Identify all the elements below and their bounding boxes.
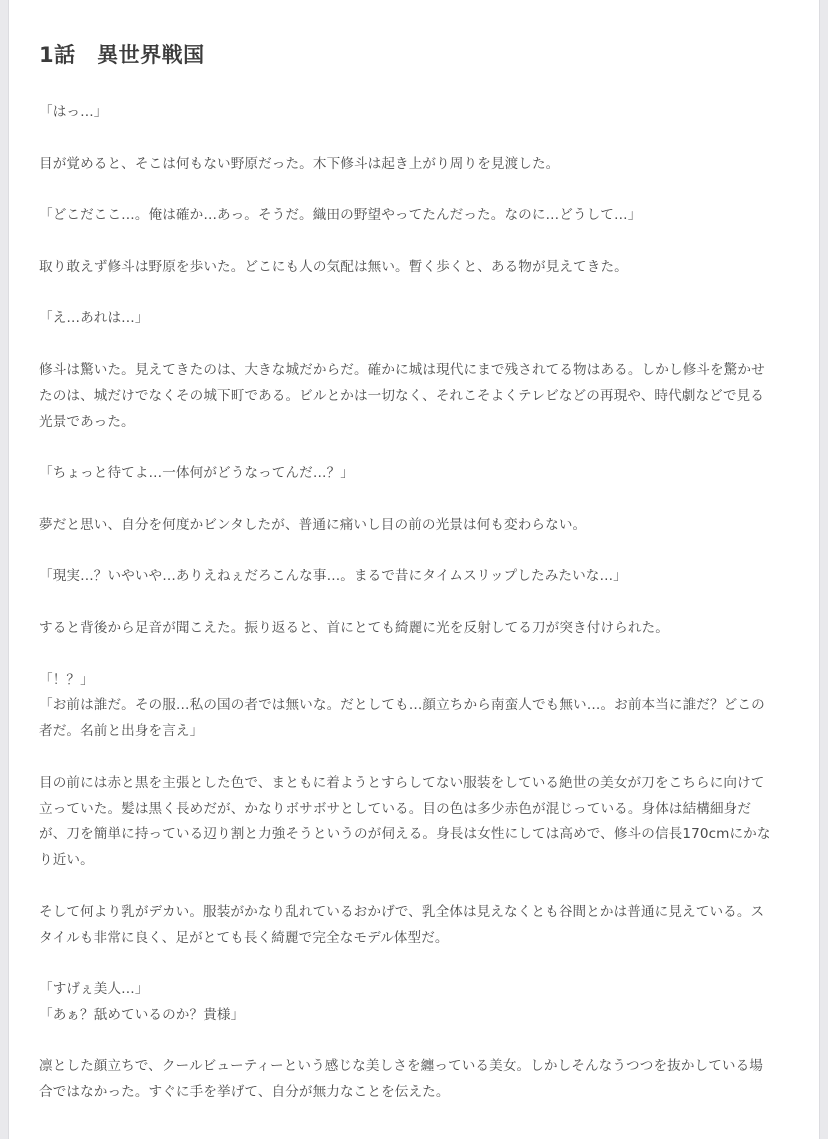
paragraph: 「え…あれは…」 <box>39 310 149 327</box>
paragraph: 「ちょっと待てよ…一体何がどうなってんだ…？」 <box>39 465 354 482</box>
paragraph: 「！？」 <box>39 671 94 688</box>
paragraph: そして何より乳がデカい。服装がかなり乱れているおかげで、乳全体は見えなくとも谷間とかは普通に見えている。スタイルも非常に良く、足がとても長く綺麗で完全なモデル体型だ。 <box>39 903 765 946</box>
chapter-title: 1話 異世界戦国 <box>39 43 205 67</box>
paragraph: 凛とした顔立ちで、クールビューティーという感じな美しさを纏っている美女。しかしそんなうつつを抜かしている場合ではなかった。すぐに手を挙げて、自分が無力なことを伝えた。 <box>39 1058 763 1101</box>
document-page <box>8 0 820 1139</box>
paragraph: 目が覚めると、そこは何もない野原だった。木下修斗は起き上がり周りを見渡した。 <box>39 155 560 172</box>
paragraph: 「現実…？いやいや…ありえねぇだろこんな事…。まるで昔にタイムスリップしたみたいな…」 <box>39 568 627 585</box>
paragraph: 目の前には赤と黒を主張とした色で、まともに着ようとすらしてない服装をしている絶世の美女が刀をこちらに向けて立っていた。髪は黒く長めだが、かなりボサボサとしている。目の色は多少赤色が混じっている。身体は結構細身だが、刀を簡単に持っている辺り割と力強そうというのが伺える。身長は女性にしては高めで、修斗の信長170cmにかなり近い。 <box>39 774 771 869</box>
paragraph: 「はっ…」 <box>39 104 108 120</box>
paragraph: 修斗は驚いた。見えてきたのは、大きな城だからだ。確かに城は現代にまで残されてる物はある。しかし修斗を驚かせたのは、城だけでなくその城下町である。ビルとかは一切なく、それこそよくテレビなどの再現や、時代劇などで見る光景であった。 <box>39 361 765 430</box>
paragraph: すると背後から足音が聞こえた。振り返ると、首にとても綺麗に光を反射してる刀が突き付けられた。 <box>39 619 669 636</box>
paragraph: 「すげぇ美人…」 <box>39 981 149 998</box>
paragraph: 取り敢えず修斗は野原を歩いた。どこにも人の気配は無い。暫く歩くと、ある物が見えてきた。 <box>39 258 628 275</box>
paragraph: 「どこだここ…。俺は確か…あっ。そうだ。織田の野望やってたんだった。なのに…どうして…」 <box>39 207 642 224</box>
paragraph: 「あぁ？舐めているのか？貴様」 <box>39 1006 245 1023</box>
paragraph: 夢だと思い、自分を何度かビンタしたが、普通に痛いし目の前の光景は何も変わらない。 <box>39 516 587 533</box>
paragraph: 「お前は誰だ。その服…私の国の者では無いな。だとしても…顔立ちから南蛮人でも無い…。お前本当に誰だ？どこの者だ。名前と出身を言え」 <box>39 697 765 740</box>
